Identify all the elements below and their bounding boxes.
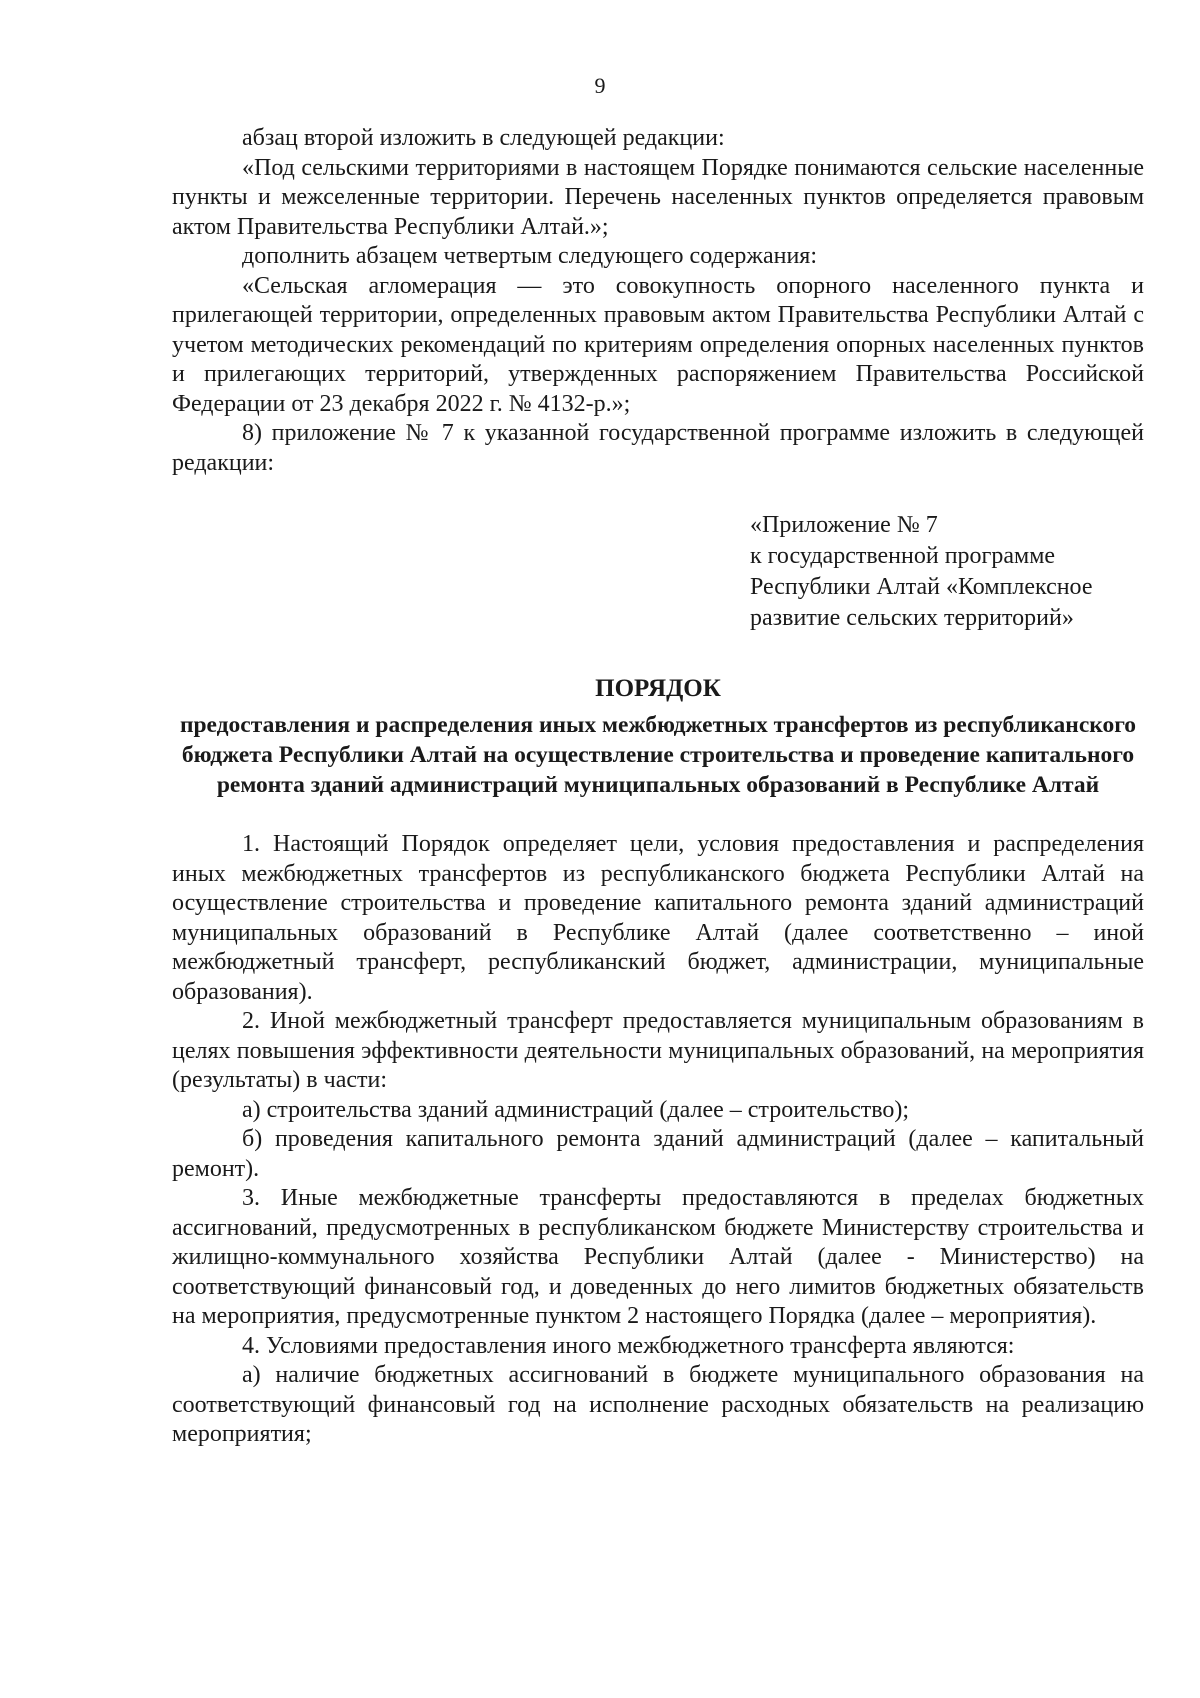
paragraph: 1. Настоящий Порядок определяет цели, условия предоставления и распределения иных межбюджетных трансфертов из республиканского бюджета Республики Алтай на осуществление строительства и проведение капитального ремонта зданий администраций муниципальных образований в Республике Алтай (далее соответственно – иной межбюджетный трансферт, республиканский бюджет, администрации, муниципальные образования).: [172, 831, 1144, 1005]
paragraph: абзац второй изложить в следующей редакции:: [242, 125, 725, 151]
paragraph: 3. Иные межбюджетные трансферты предоставляются в пределах бюджетных ассигнований, предусмотренных в республиканском бюджете Министерству строительства и жилищно-коммунального хозяйства Республики Алтай (далее - Министерство) на соответствующий финансовый год, и доведенных до него лимитов бюджетных обязательств на мероприятия, предусмотренные пунктом 2 настоящего Порядка (далее – мероприятия).: [172, 1185, 1144, 1329]
page-number: 9: [594, 73, 606, 98]
paragraph: а) строительства зданий администраций (далее – строительство);: [242, 1096, 910, 1123]
paragraph: «Под сельскими территориями в настоящем Порядке понимаются сельские населенные пункты и межселенные территории. Перечень населенных пунктов определяется правовым актом Правительства Республики Алтай.»;: [172, 154, 1144, 240]
paragraph: 4. Условиями предоставления иного межбюджетного трансферта являются:: [242, 1332, 1015, 1359]
paragraph: б) проведения капитального ремонта зданий администраций (далее – капитальный ремонт).: [172, 1126, 1144, 1182]
document-subtitle: предоставления и распределения иных межбюджетных трансфертов из республиканского бюджета Республики Алтай на осуществление строительства и проведение капитального ремонта зданий администраций муниципальных образований в Республике Алтай: [179, 712, 1137, 798]
paragraph: 2. Иной межбюджетный трансферт предоставляется муниципальным образованиям в целях повышения эффективности деятельности муниципальных образований, на мероприятия (результаты) в части:: [172, 1008, 1144, 1093]
appendix-approval-block: [750, 510, 1144, 634]
paragraph: а) наличие бюджетных ассигнований в бюджете муниципального образования на соответствующий финансовый год на исполнение расходных обязательств на реализацию мероприятия;: [172, 1362, 1144, 1447]
approval-line: к государственной программе: [750, 543, 1056, 569]
spacer: [172, 800, 1144, 830]
document-content: [172, 124, 1144, 1450]
approval-line: «Приложение № 7: [750, 512, 938, 538]
paragraph: «Сельская агломерация — это совокупность опорного населенного пункта и прилегающей территории, определенных правовым актом Правительства Республики Алтай с учетом методических рекомендаций по критериям определения опорных населенных пунктов и прилегающих территорий, утвержденных распоряжением Правительства Российской Федерации от 23 декабря 2022 г. № 4132-р.»;: [172, 272, 1144, 417]
document-title: ПОРЯДОК: [595, 675, 721, 702]
paragraph: дополнить абзацем четвертым следующего содержания:: [242, 243, 817, 269]
approval-line: развитие сельских территорий»: [750, 605, 1074, 631]
approval-line: Республики Алтай «Комплексное: [750, 574, 1093, 600]
paragraph: 8) приложение № 7 к указанной государственной программе изложить в следующей редакции:: [172, 420, 1144, 476]
